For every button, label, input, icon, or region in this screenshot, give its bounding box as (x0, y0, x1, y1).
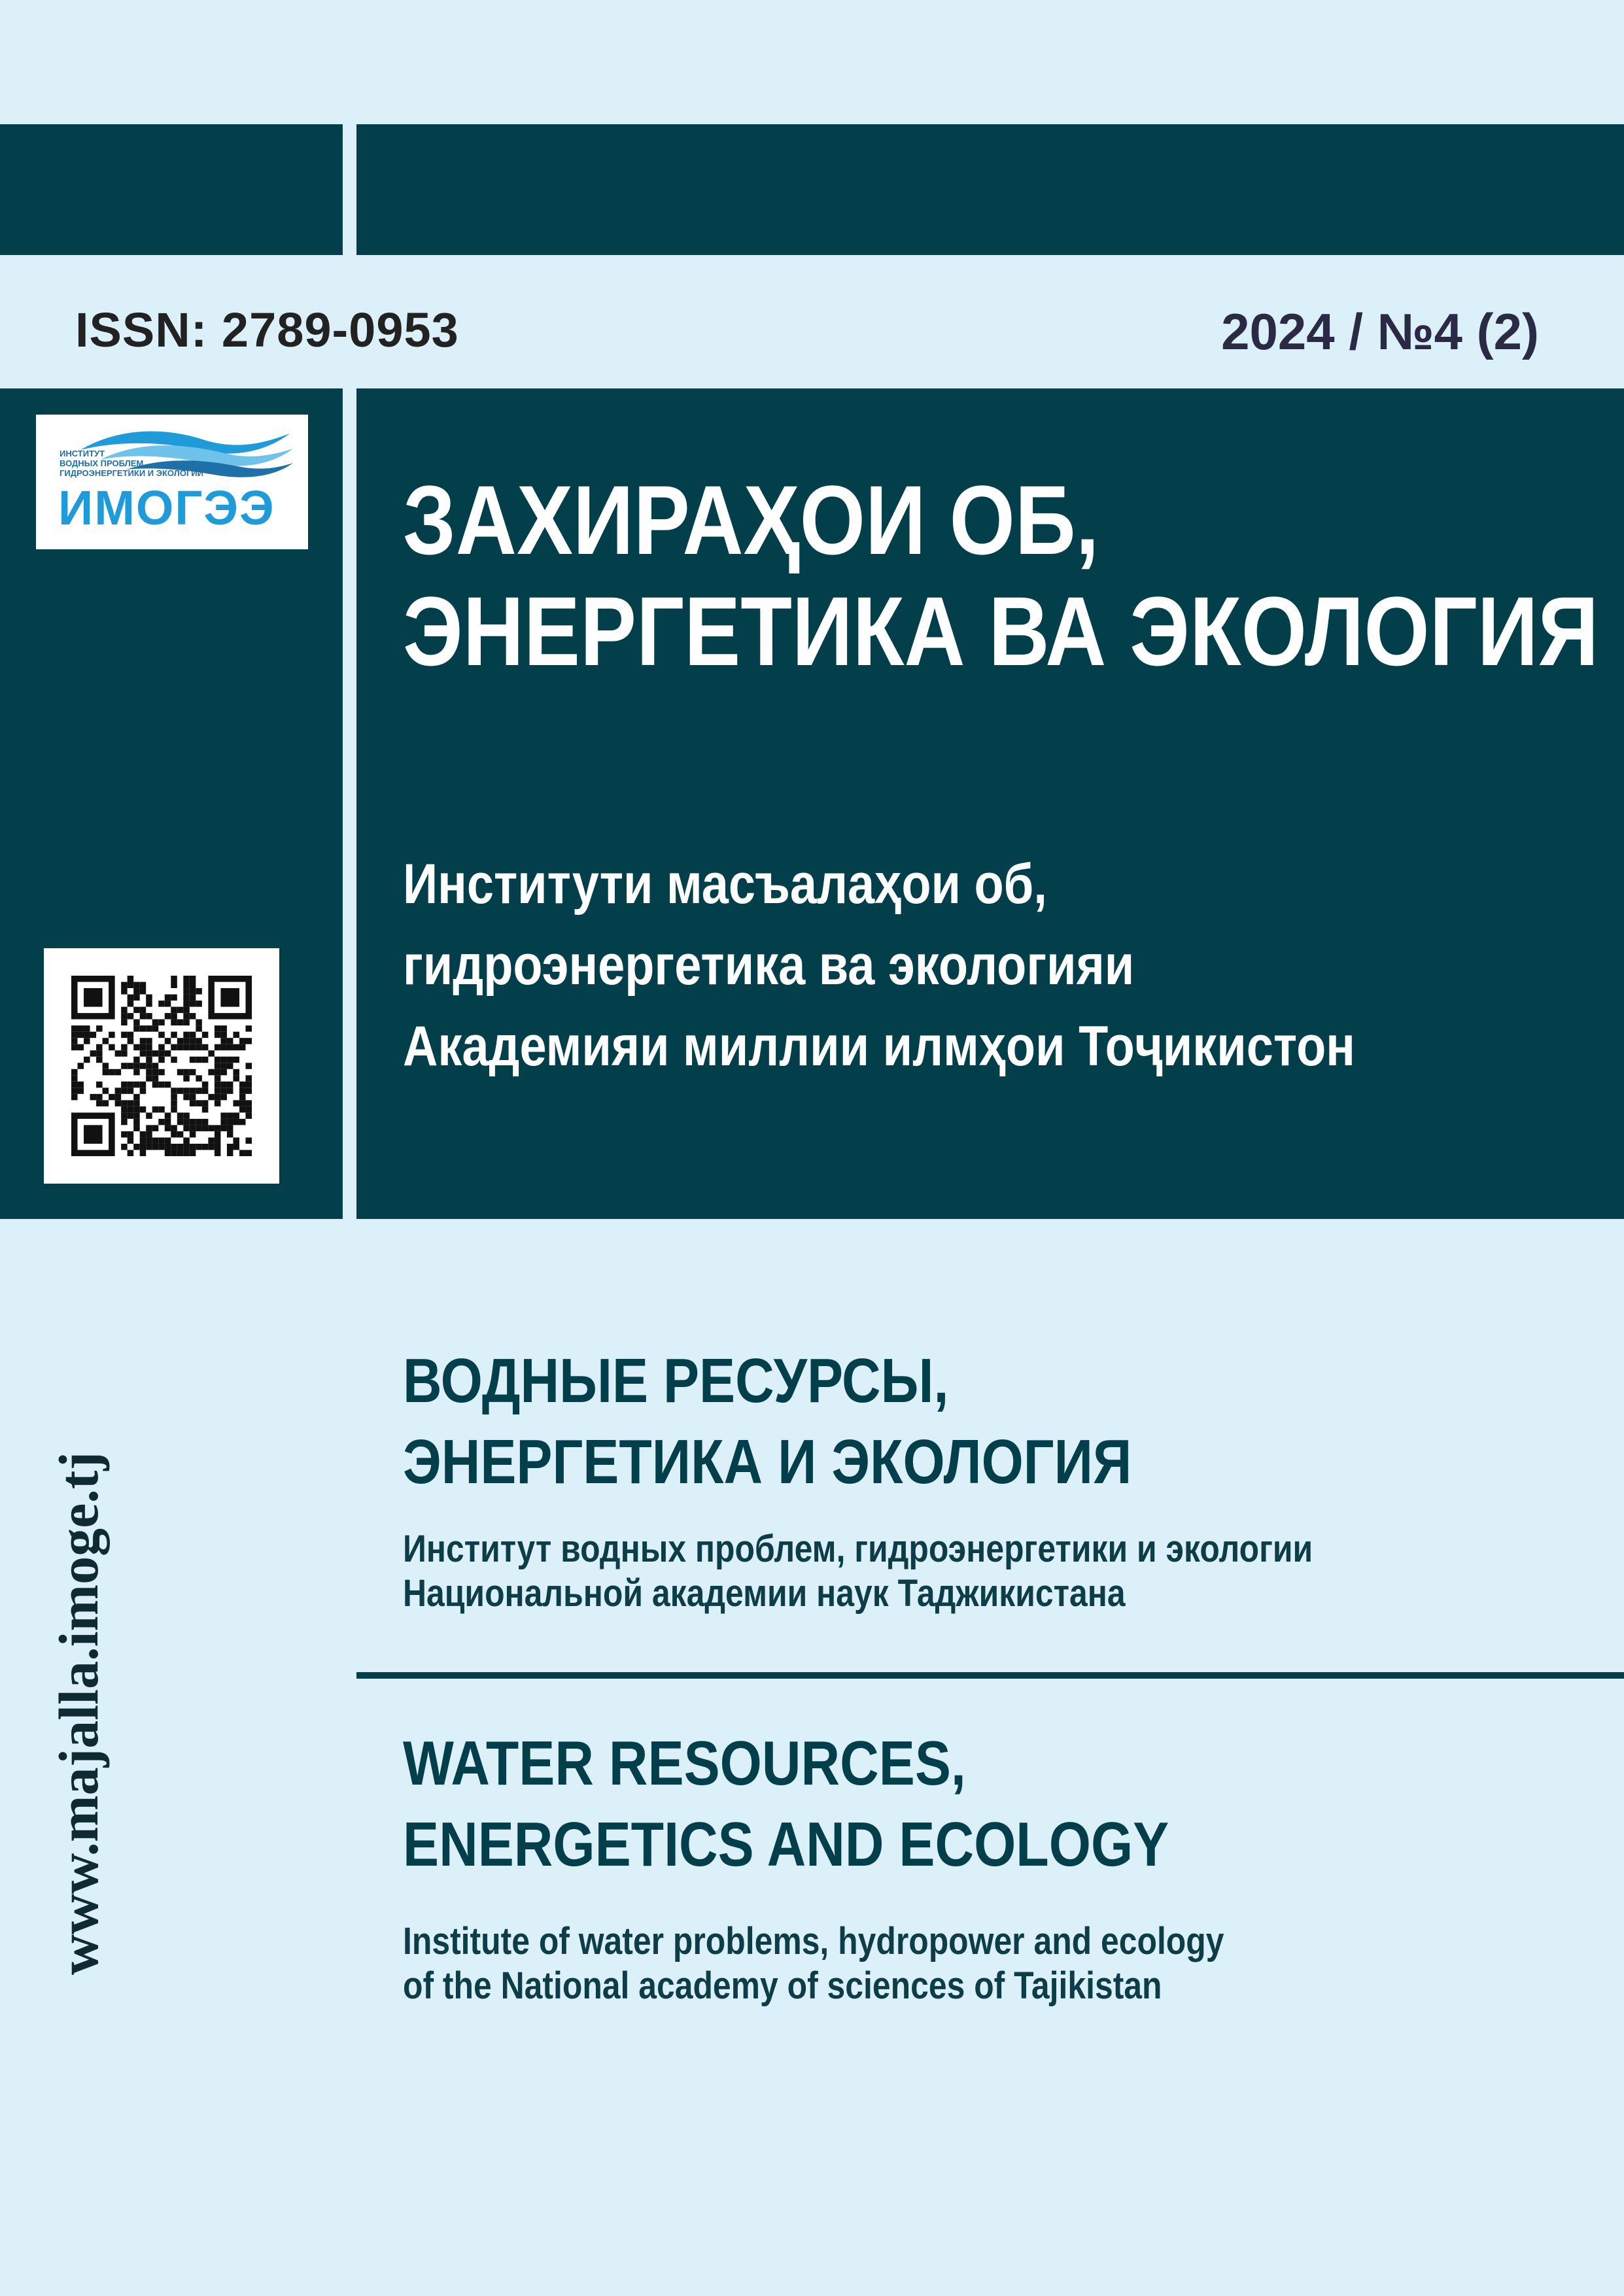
institute-name-tajik: Институти масъалаҳои об, гидроэнергетика ва экологияи Академияи миллии илмҳои Тоҷикистон (403, 853, 1355, 1078)
issue-number: 2024 / №4 (2) (1221, 303, 1539, 360)
top-band-right (356, 124, 1624, 255)
institute-logo (36, 415, 308, 549)
logo-institute-text: ИНСТИТУТ ВОДНЫХ ПРОБЛЕМ, ГИДРОЭНЕРГЕТИКИ И ЭКОЛОГИИ (60, 449, 203, 478)
issn-label: ISSN: 2789-0953 (75, 303, 459, 357)
institute-name-english: Institute of water problems, hydropower and ecology of the National academy of sciences of Tajikistan (403, 1920, 1224, 2007)
journal-title-tajik: ЗАХИРАҲОИ ОБ, ЭНЕРГЕТИКА ВА ЭКОЛОГИЯ (403, 465, 1599, 686)
journal-title-russian: ВОДНЫЕ РЕСУРСЫ, ЭНЕРГЕТИКА И ЭКОЛОГИЯ (403, 1346, 1132, 1497)
journal-title-english: WATER RESOURCES, ENERGETICS AND ECOLOGY (403, 1728, 1169, 1879)
logo-abbreviation: ИМОГЭЭ (58, 481, 275, 535)
qr-code[interactable] (44, 948, 279, 1184)
qr-code-icon (71, 976, 252, 1156)
website-url[interactable]: www.majalla.imoge.tj (47, 1451, 110, 1976)
institute-name-russian: Институт водных проблем, гидроэнергетики и экологии Национальной академии наук Таджикистана (403, 1528, 1313, 1615)
section-divider (356, 1672, 1624, 1679)
top-band-left (0, 124, 343, 255)
